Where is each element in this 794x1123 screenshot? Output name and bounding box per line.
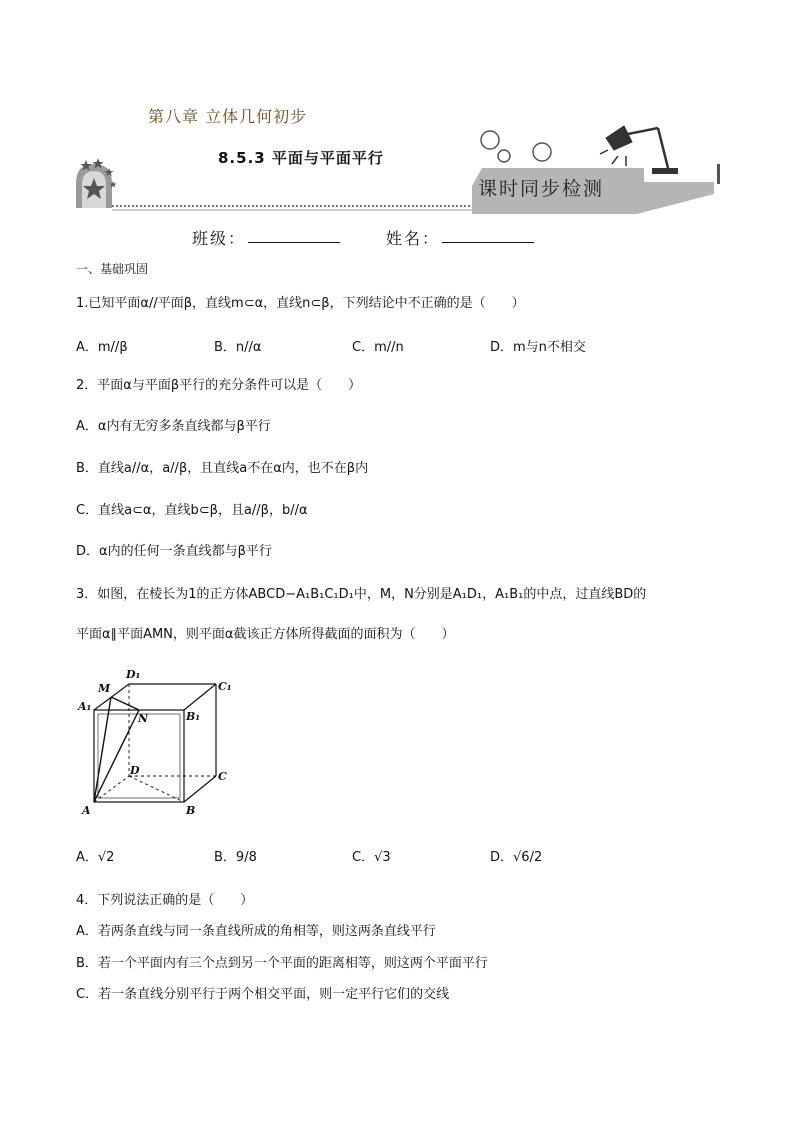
label-c: C [218,770,227,783]
q3-stem-line1: 3．如图，在棱长为1的正方体ABCD−A₁B₁C₁D₁中，M，N分别是A₁D₁，A₁B₁的中点，过直线BD的 [76,587,647,602]
q1-option-d[interactable]: D．m与n不相交 [490,340,586,355]
q2-option-d[interactable]: D．α内的任何一条直线都与β平行 [76,544,272,559]
label-b1: B₁ [186,710,201,723]
label-b: B [186,804,196,816]
q2-option-b[interactable]: B．直线a//α，a//β，且直线a不在α内，也不在β内 [76,461,369,476]
class-label: 班级： [192,229,247,248]
q1-option-a[interactable]: A．m//β [76,340,128,355]
cube-figure [74,664,244,816]
name-field[interactable] [442,242,534,243]
chapter-title: 第八章 立体几何初步 [148,107,308,126]
label-d1: D₁ [126,668,141,681]
class-field[interactable] [248,242,340,243]
q4-option-c[interactable]: C．若一条直线分别平行于两个相交平面，则一定平行它们的交线 [76,987,450,1002]
name-label: 姓名： [386,229,441,248]
q3-option-c[interactable]: C．√3 [352,850,391,865]
q1-option-c[interactable]: C．m//n [352,340,404,355]
q2-option-a[interactable]: A．α内有无穷多条直线都与β平行 [76,419,271,434]
q2-option-c[interactable]: C．直线a⊂α，直线b⊂β，且a//β，b//α [76,503,308,518]
star-emblem-icon [76,158,117,208]
q2-stem: 2．平面α与平面β平行的充分条件可以是（ ） [76,378,362,393]
bubble-icon [481,131,499,149]
label-a1: A₁ [78,700,92,713]
q3-option-a[interactable]: A．√2 [76,850,115,865]
part-title: 一、基础巩固 [76,262,149,276]
q3-option-d[interactable]: D．√6/2 [490,850,543,865]
q4-option-a[interactable]: A．若两条直线与同一条直线所成的角相等，则这两条直线平行 [76,924,436,939]
label-d: D [130,764,140,777]
q4-option-b[interactable]: B．若一个平面内有三个点到另一个平面的距离相等，则这两个平面平行 [76,956,488,971]
q3-option-b[interactable]: B．9/8 [214,850,257,865]
q3-stem-line2: 平面α∥平面AMN，则平面α截该正方体所得截面的面积为（ ） [76,627,455,642]
desk-lamp-icon [600,126,678,174]
q1-option-b[interactable]: B．n//α [214,340,262,355]
label-n: N [138,712,149,725]
q1-stem: 1.已知平面α//平面β，直线m⊂α，直线n⊂β，下列结论中不正确的是（ ） [76,296,525,311]
label-m: M [98,682,111,695]
label-c1: C₁ [218,680,232,693]
q4-stem: 4．下列说法正确的是（ ） [76,893,254,908]
section-title: 8.5.3 平面与平面平行 [218,149,384,167]
banner-title: 课时同步检测 [478,178,605,200]
label-a: A [82,804,91,816]
